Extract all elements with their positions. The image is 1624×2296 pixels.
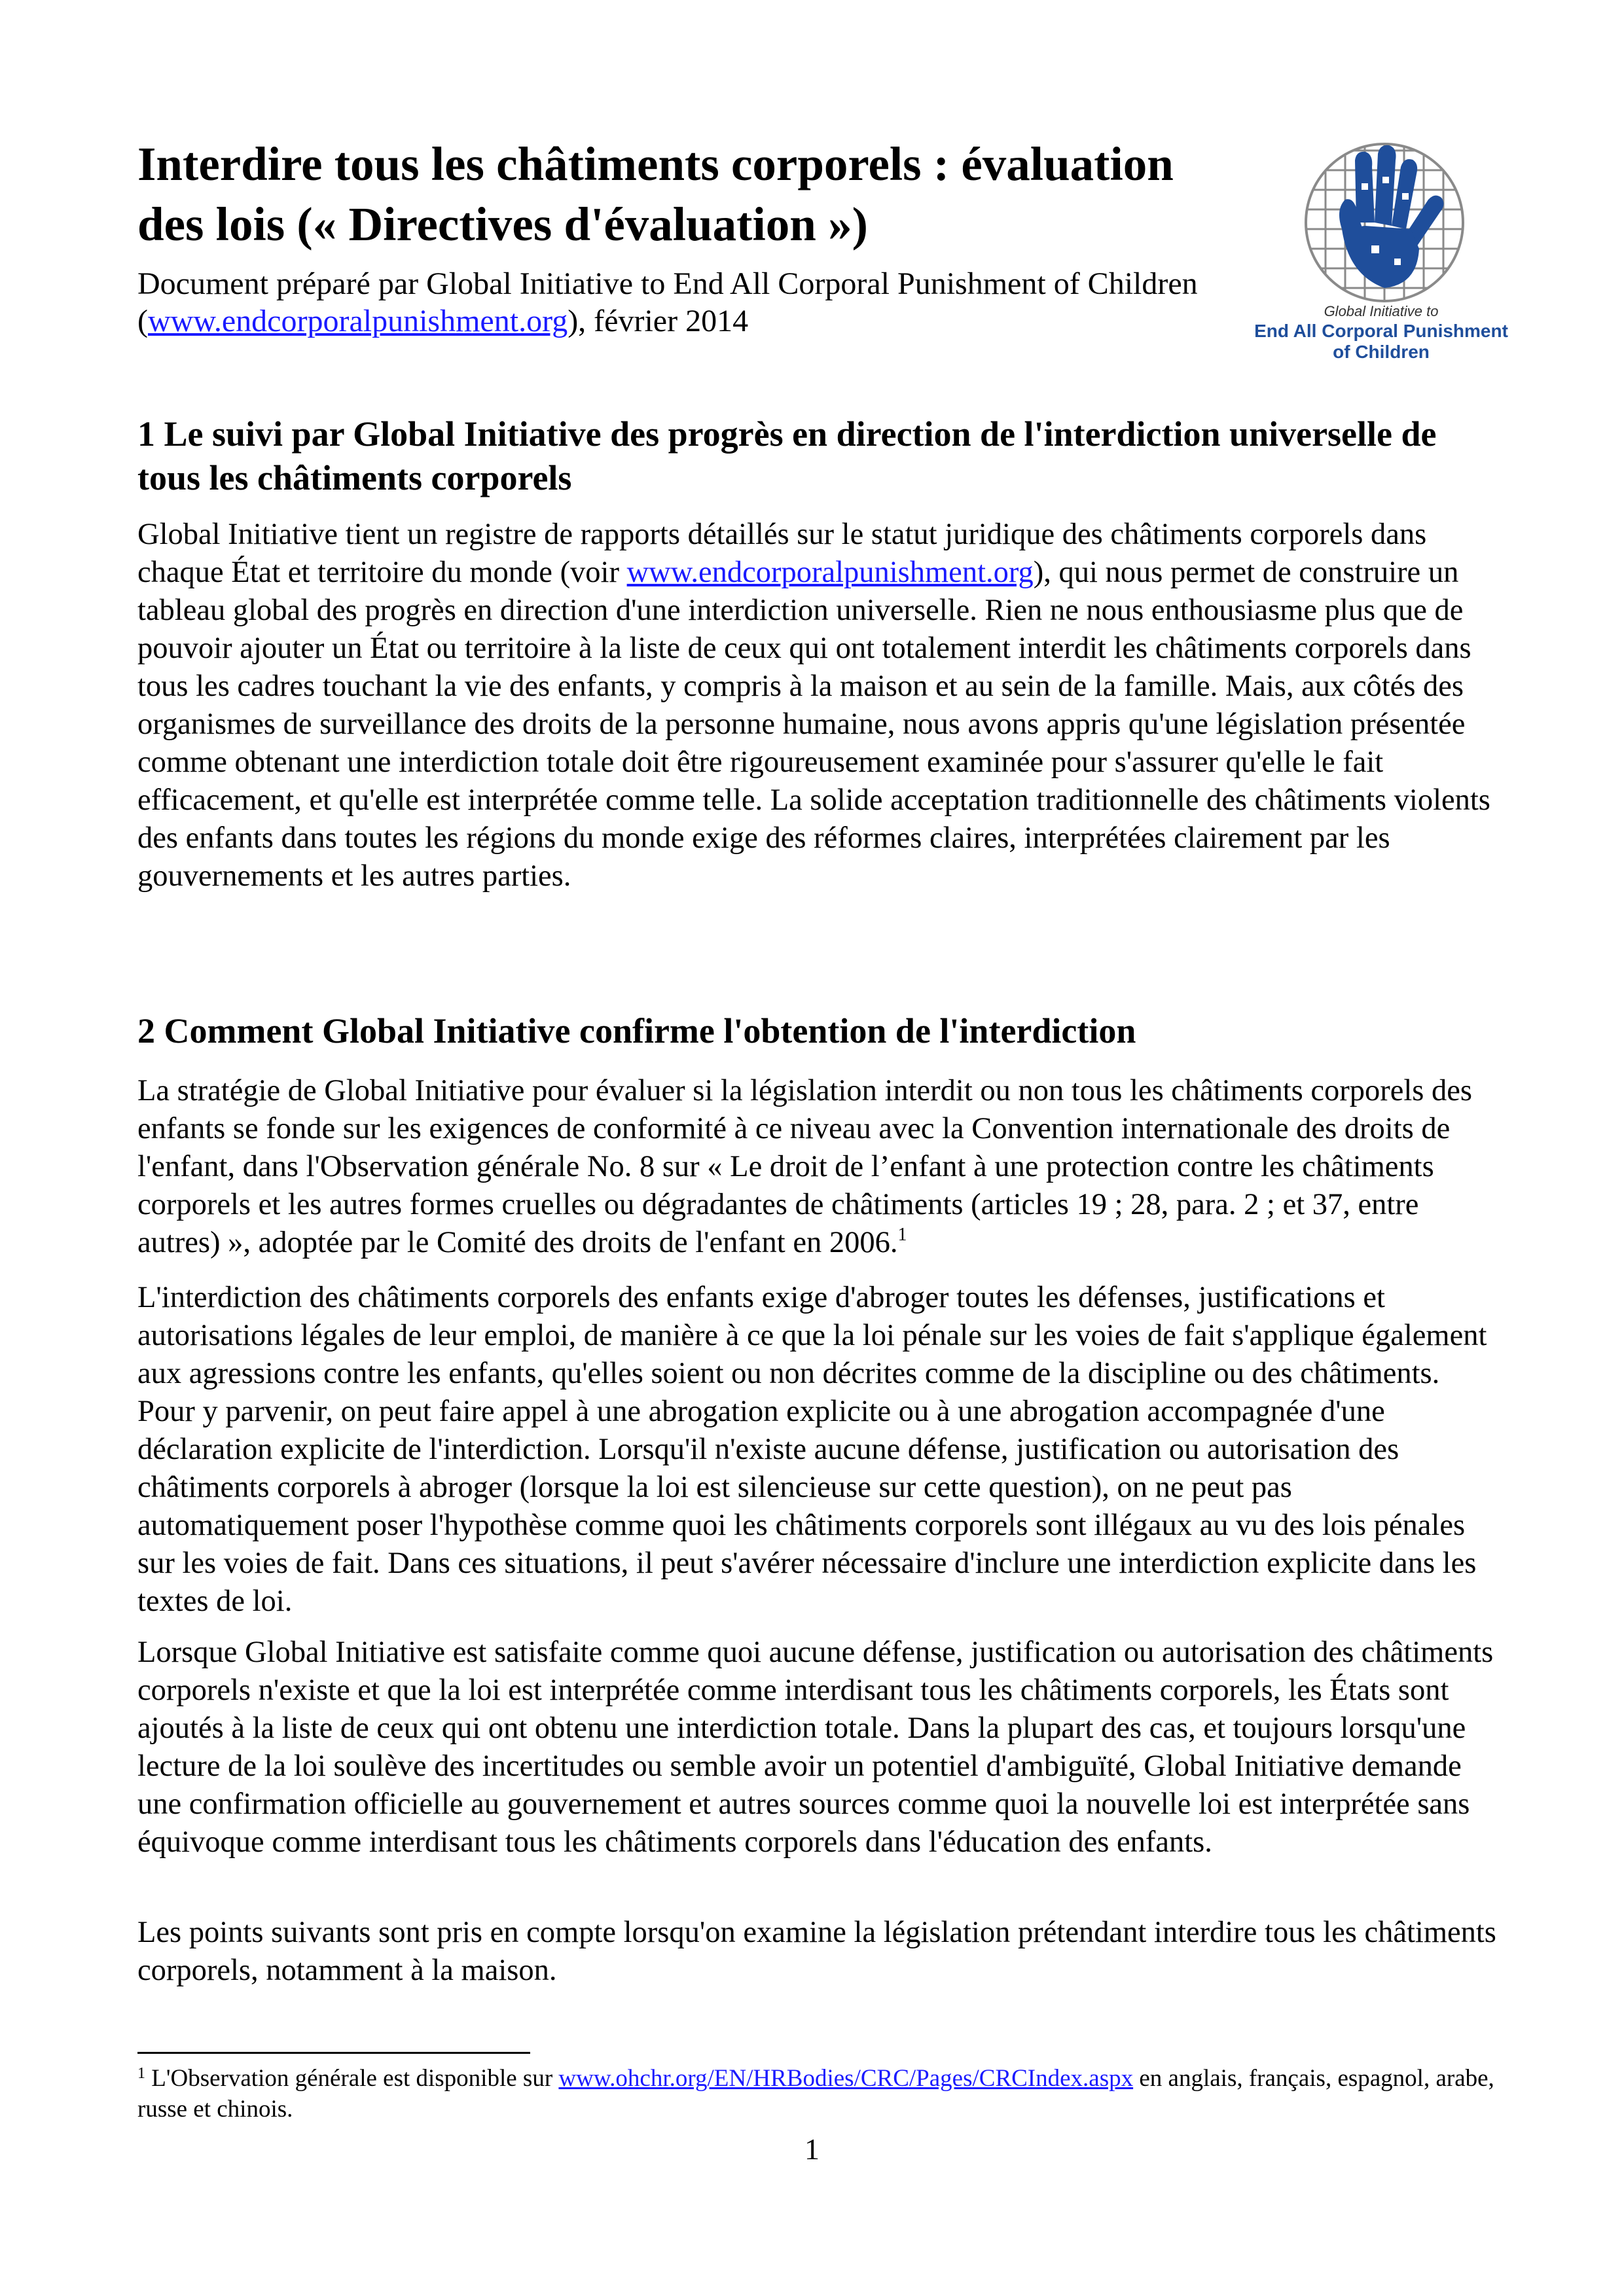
- footnote-ohchr-link[interactable]: www.ohchr.org/EN/HRBodies/CRC/Pages/CRCIndex.aspx: [558, 2065, 1134, 2092]
- footnote-1: [137, 2063, 1499, 2125]
- section2-p1-text: La stratégie de Global Initiative pour évaluer si la législation interdit ou non tous les châtiments corporels des enfants se fonde sur les exigences de conformité à ce niveau avec la Convention internationale des droits de l'enfant, dans l'Observation générale No. 8 sur « Le droit de l’enfant à une protection contre les châtiments corporels et les autres formes cruelles ou dégradantes de châtiments (articles 19 ; 28, para. 2 ; et 37, entre autres) », adoptée par le Comité des droits de l'enfant en 2006.: [137, 1074, 1472, 1259]
- subtitle-text-after: ), février 2014: [568, 304, 749, 338]
- footnote-number: 1: [137, 2065, 145, 2082]
- document-title: Interdire tous les châtiments corporels : évaluation des lois (« Directives d'évaluation »): [137, 137, 1174, 251]
- logo-text-line3: of Children: [1333, 342, 1430, 362]
- section2-paragraph3: Lorsque Global Initiative est satisfaite comme quoi aucune défense, justification ou autorisation des châtiments corporels n'existe et que la loi est interprétée comme interdisant tous les châtiments corporels, les États sont ajoutés à la liste de ceux qui ont obtenu une interdiction totale. Dans la plupart des cas, et toujours lorsqu'une lecture de la loi soulève des incertitudes ou semble avoir un potentiel d'ambiguïté, Global Initiative demande une confirmation officielle au gouvernement et autres sources comme quoi la nouvelle loi est interprétée sans équivoque comme interdisant tous les châtiments corporels dans l'éducation des enfants.: [137, 1636, 1494, 1859]
- section2-heading: 2 Comment Global Initiative confirme l'obtention de l'interdiction: [137, 1011, 1136, 1050]
- subtitle-text-before: Document préparé par Global Initiative to End All Corporal Punishment of Children (: [137, 266, 1198, 338]
- section1-p1-text-after: ), qui nous permet de construire un tableau global des progrès en direction d'une interdiction universelle. Rien ne nous enthousiasme plus que de pouvoir ajouter un État ou territoire à la liste de ceux qui ont totalement interdit les châtiments corporels dans tous les cadres touchant la vie des enfants, y compris à la maison et au sein de la famille. Mais, aux côtés des organismes de surveillance des droits de la personne humaine, nous avons appris qu'une législation présentée comme obtenant une interdiction totale doit être rigoureusement examinée pour s'assurer qu'elle le fait efficacement, et qu'elle est interprétée comme telle. La solide acceptation traditionnelle des châtiments violents des enfants dans toutes les régions du monde exige des réformes claires, interprétées clairement par les gouvernements et les autres parties.: [137, 556, 1490, 893]
- section1-heading: 1 Le suivi par Global Initiative des progrès en direction de l'interdiction universelle de tous les châtiments corporels: [137, 414, 1437, 497]
- section2-paragraph4: Les points suivants sont pris en compte lorsqu'on examine la législation prétendant interdire tous les châtiments corporels, notamment à la maison.: [137, 1916, 1496, 1987]
- logo-text-line2: End All Corporal Punishment: [1254, 321, 1508, 341]
- page-number: 1: [804, 2132, 820, 2166]
- section2-paragraph1: [137, 1072, 1499, 1262]
- document-subtitle: [137, 265, 1250, 340]
- logo-text-block: [1231, 302, 1532, 363]
- section1-paragraph1: [137, 516, 1499, 895]
- section1-website-link[interactable]: www.endcorporalpunishment.org: [626, 556, 1034, 589]
- subtitle-website-link[interactable]: www.endcorporalpunishment.org: [147, 304, 568, 338]
- logo-text-line1: Global Initiative to: [1324, 303, 1439, 319]
- footnote-reference-1[interactable]: 1: [897, 1225, 907, 1245]
- footnote-separator: [137, 2052, 530, 2054]
- section2-paragraph2: L'interdiction des châtiments corporels des enfants exige d'abroger toutes les défenses, justifications et autorisations légales de leur emploi, de manière à ce que la loi pénale sur les voies de fait s'applique également aux agressions contre les enfants, qu'elles soient ou non décrites comme de la discipline ou des châtiments. Pour y parvenir, on peut faire appel à une abrogation explicite ou à une abrogation accompagnée d'une déclaration explicite de l'interdiction. Lorsqu'il n'existe aucune défense, justification ou autorisation des châtiments corporels à abroger (lorsque la loi est silencieuse sur cette question), on ne peut pas automatiquement poser l'hypothèse comme quoi les châtiments corporels sont illégaux au vu des lois pénales sur les voies de fait. Dans ces situations, il peut s'avérer nécessaire d'inclure une interdiction explicite dans les textes de loi.: [137, 1281, 1487, 1618]
- footnote-text-after: en anglais, français, espagnol, arabe, russe et chinois.: [137, 2065, 1494, 2123]
- footnote-text-before: L'Observation générale est disponible sur: [145, 2065, 559, 2092]
- section1-p1-text-before: Global Initiative tient un registre de rapports détaillés sur le statut juridique des châtiments corporels dans chaque État et territoire du monde (voir: [137, 518, 1427, 589]
